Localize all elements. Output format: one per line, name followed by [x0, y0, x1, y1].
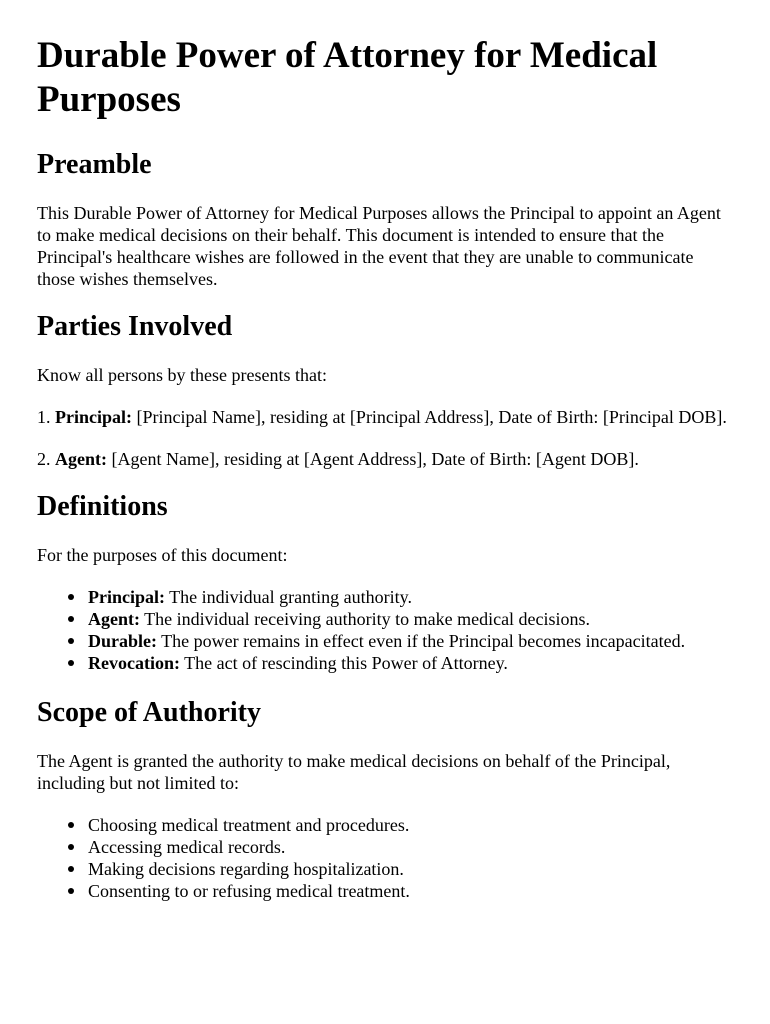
- definition-term: Agent:: [88, 609, 140, 629]
- definition-text: The individual receiving authority to make medical decisions.: [140, 609, 591, 629]
- definition-item-agent: [88, 608, 733, 630]
- party-agent-label: Agent:: [55, 449, 107, 469]
- party-principal-label: Principal:: [55, 407, 132, 427]
- definition-item-principal: [88, 586, 733, 608]
- party-agent-text: [Agent Name], residing at [Agent Address], Date of Birth: [Agent DOB].: [107, 449, 639, 469]
- preamble-heading: Preamble: [37, 149, 152, 180]
- scope-item: Accessing medical records.: [88, 836, 733, 858]
- definition-term: Revocation:: [88, 653, 180, 673]
- definition-text: The act of rescinding this Power of Attorney.: [179, 653, 508, 673]
- parties-intro: Know all persons by these presents that:: [37, 365, 327, 385]
- definitions-list: [37, 586, 733, 674]
- preamble-text: This Durable Power of Attorney for Medical Purposes allows the Principal to appoint an Agent to make medical decisions on their behalf. This document is intended to ensure that the Principal's healthcare wishes are followed in the event that they are unable to communicate those wishes themselves.: [37, 203, 721, 289]
- scope-item: Choosing medical treatment and procedures.: [88, 814, 733, 836]
- party-agent-number: 2.: [37, 449, 51, 469]
- definition-text: The individual granting authority.: [165, 587, 412, 607]
- scope-item: Consenting to or refusing medical treatment.: [88, 880, 733, 902]
- party-principal-number: 1.: [37, 407, 51, 427]
- definitions-intro: For the purposes of this document:: [37, 545, 288, 565]
- definition-item-durable: [88, 630, 733, 652]
- definition-text: The power remains in effect even if the Principal becomes incapacitated.: [157, 631, 686, 651]
- definitions-heading: Definitions: [37, 491, 168, 522]
- scope-item: Making decisions regarding hospitalization.: [88, 858, 733, 880]
- scope-heading: Scope of Authority: [37, 697, 261, 728]
- document-title: Durable Power of Attorney for Medical Purposes: [37, 35, 658, 120]
- party-principal-text: [Principal Name], residing at [Principal Address], Date of Birth: [Principal DOB].: [132, 407, 727, 427]
- party-agent: [37, 448, 733, 470]
- definition-term: Durable:: [88, 631, 157, 651]
- party-principal: [37, 406, 733, 428]
- scope-list: [37, 814, 733, 902]
- definition-term: Principal:: [88, 587, 165, 607]
- scope-intro: The Agent is granted the authority to make medical decisions on behalf of the Principal, including but not limited to:: [37, 751, 671, 793]
- definition-item-revocation: [88, 652, 733, 674]
- parties-heading: Parties Involved: [37, 311, 233, 342]
